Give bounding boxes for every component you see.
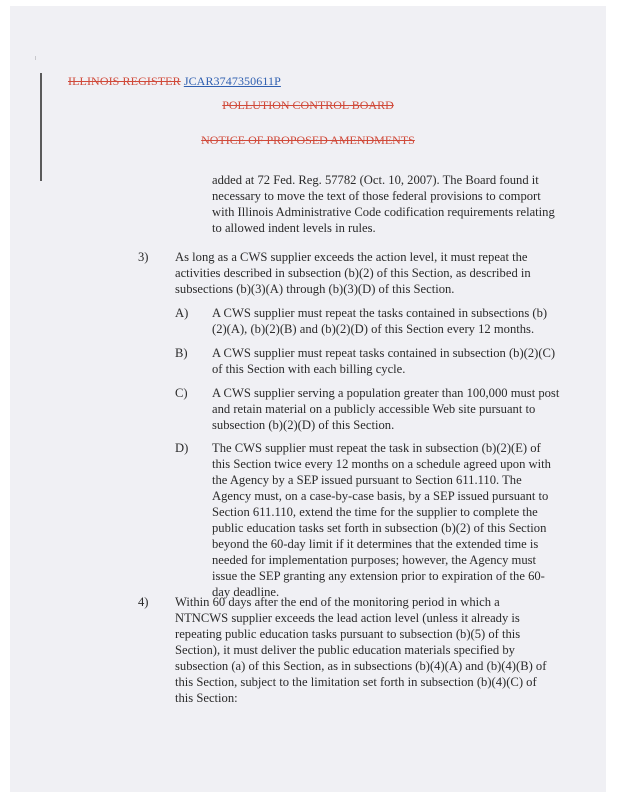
item-letter: D) <box>175 441 189 455</box>
item-letter: A) <box>175 306 189 320</box>
lead-paragraph: added at 72 Fed. Reg. 57782 (Oct. 10, 2007). The Board found it necessary to move the text of those federal provisions to comport with Illinois Administrative Code codification requirements relating to allowed indent levels in rules. <box>212 173 555 235</box>
section-paragraph: As long as a CWS supplier exceeds the action level, it must repeat the activities described in subsection (b)(2) of this Section, as described in subsections (b)(3)(A) through (b)(3)(D) of this Section. <box>175 250 531 296</box>
notice-title: NOTICE OF PROPOSED AMENDMENTS <box>201 133 415 147</box>
item-letter: B) <box>175 346 188 360</box>
section-number: 3) <box>138 250 149 264</box>
notice-title-line <box>10 133 606 148</box>
section-paragraph: Within 60 days after the end of the monitoring period in which a NTNCWS supplier exceeds the lead action level (unless it already is repeating public education tasks pursuant to subsection (b)(5) of this Section), it must deliver the public education materials specified by subsection (a) of this Section, as in subsections (b)(4)(A) and (b)(4)(B) of this Section, subject to the limitation set forth in subsection (b)(4)(C) of this Section: <box>175 595 547 705</box>
item-paragraph: A CWS supplier serving a population greater than 100,000 must post and retain material on a publicly accessible Web site pursuant to subsection (b)(2)(D) of this Section. <box>212 386 560 432</box>
item-paragraph: The CWS supplier must repeat the task in subsection (b)(2)(E) of this Section twice every 12 months on a schedule agreed upon with the Agency by a SEP issued pursuant to Section 611.110. The Agency must, on a case-by-case basis, by a SEP issued pursuant to Section 611.110, extend the time for the supplier to complete the public education tasks set forth in subsection (b)(2) of this Section beyond the 60-day limit if it determines that the extended time is needed for implementation purposes; however, the Agency must issue the SEP granting any extension prior to expiration of the 60-day deadline. <box>212 441 551 599</box>
document-page <box>10 6 606 792</box>
item-letter: C) <box>175 386 188 400</box>
register-code-inserted: JCAR3747350611P <box>183 74 281 88</box>
revision-change-bar <box>40 73 42 181</box>
item-paragraph: A CWS supplier must repeat the tasks contained in subsections (b)(2)(A), (b)(2)(B) and (b)(2)(D) of this Section every 12 months. <box>212 306 548 336</box>
board-title-line <box>10 98 606 113</box>
register-name-struck: ILLINOIS REGISTER <box>68 74 181 88</box>
item-paragraph: A CWS supplier must repeat tasks contained in subsection (b)(2)(C) of this Section with each billing cycle. <box>212 346 556 376</box>
register-header <box>68 74 281 89</box>
scan-speck <box>35 56 36 60</box>
board-title: POLLUTION CONTROL BOARD <box>222 98 394 112</box>
section-number: 4) <box>138 595 149 609</box>
